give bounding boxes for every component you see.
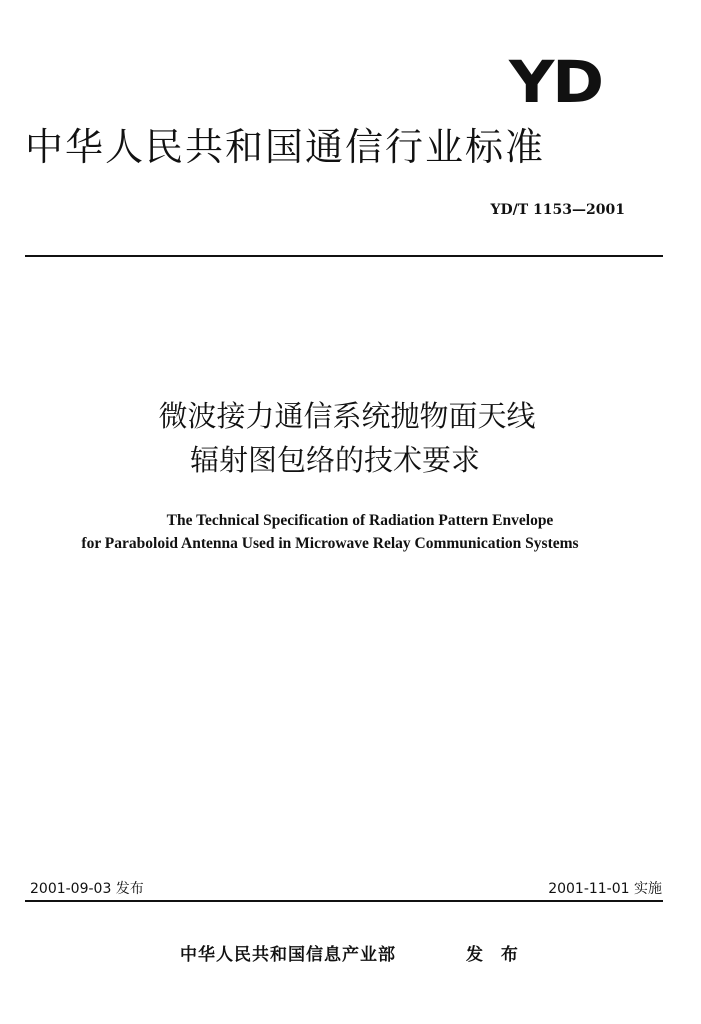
chinese-title-line-1: 微波接力通信系统抛物面天线 [158,399,536,433]
organization-title: 中华人民共和国通信行业标准 [25,125,546,169]
issuing-authority: 中华人民共和国信息产业部 [180,945,396,965]
yd-logo: YD [508,48,602,116]
english-title-line-2: for Paraboloid Antenna Used in Microwave Relay Communication Systems [81,535,579,552]
standard-code: YD/T 1153—2001 [490,202,625,218]
implementation-date: 2001-11-01 实施 [548,881,662,897]
top-divider [25,255,663,257]
english-title-line-1: The Technical Specification of Radiation Pattern Envelope [166,512,554,529]
issue-label: 发 布 [466,945,524,965]
release-date: 2001-09-03 发布 [30,881,144,897]
chinese-title-line-2: 辐射图包络的技术要求 [189,443,480,477]
bottom-divider [25,900,663,902]
